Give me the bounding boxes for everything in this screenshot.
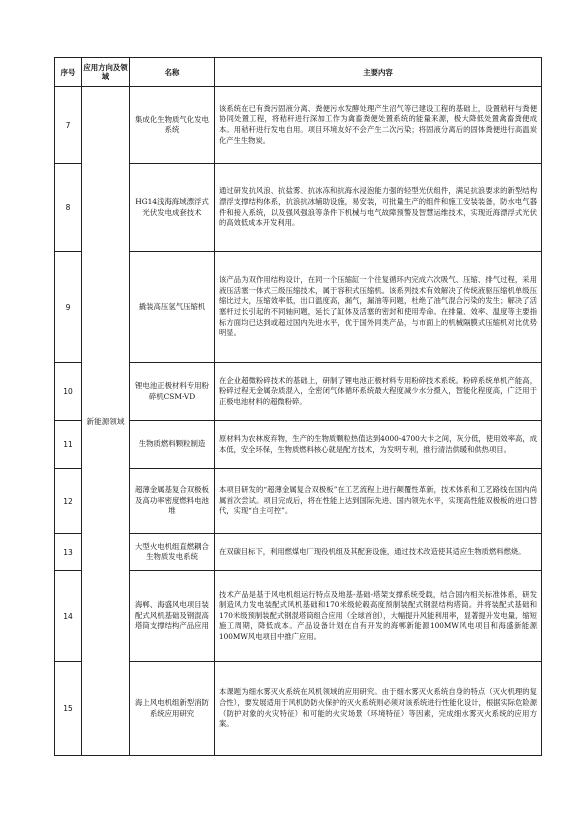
field-cell: 新能源领域	[82, 87, 130, 756]
row-number: 15	[55, 662, 82, 756]
row-name: 海上风电机组新型消防系统应用研究	[130, 662, 215, 756]
row-content: 本课题为细水雾灭火系统在风机领域的应用研究。由于细水雾灭火系统自身的特点（灭火机理的复合性），要发展适用于风机防防火保护的灭火系统则必须对该系统进行性能化设计，根据实际危险源（防护对象的火灾特征）和可能的火灾场景（环境特征）等因素，完成细水雾灭火系统的应用方案。	[215, 662, 542, 756]
row-number: 13	[55, 534, 82, 571]
header-name: 名称	[130, 58, 215, 87]
header-field: 应用方向及领域	[82, 58, 130, 87]
row-content: 在企业超微粉碎技术的基础上，研制了锂电池正极材料专用粉碎技术系统。粉碎系统单机产能高，粉碎过程无金属杂质混入，全密闭气体循环系统最大程度减少水分摄入，智能化程度高，广泛用于正极电池材料的超微粉碎。	[215, 363, 542, 421]
document-page	[54, 57, 541, 756]
row-name: 撬装高压氢气压缩机	[130, 252, 215, 363]
row-name: HG14浅海海域漂浮式光伏发电成套技术	[130, 164, 215, 252]
row-content: 本项目研发的“超薄金属复合双极板”在工艺流程上进行颠覆性革新，技术体系和工艺路线在国内尚属首次尝试。项目完成后，将在性能上达到国际先进、国内领先水平，实现高性能双极板的进口替代，实现“自主可控”。	[215, 469, 542, 534]
technology-table	[54, 57, 542, 756]
row-number: 10	[55, 363, 82, 421]
header-content: 主要内容	[215, 58, 542, 87]
row-number: 7	[55, 87, 82, 164]
table-row	[55, 87, 542, 164]
header-no: 序号	[55, 58, 82, 87]
row-content: 该系统在已有粪污固液分离、粪便污水发酵处理产生沼气等已建设工程的基础上，设置秸秆与粪便协同处置工程，将秸秆进行深加工作为禽畜粪便处置系统的能量来源，极大降低处置禽畜粪便成本。用秸秆进行发电自用。项目环境友好不会产生二次污染；将固液分离后的固体粪便进行高温炭化产生生物炭。	[215, 87, 542, 164]
row-name: 锂电池正极材料专用粉碎机CSM-VD	[130, 363, 215, 421]
row-number: 8	[55, 164, 82, 252]
row-content: 技术产品是基于风电机组运行特点及地基-基础-塔架支撑系统受载，结合国内相关标准体系，研发制造风力发电装配式风机基础和170米级轮毂高度预制装配式钢混结构塔筒。并将装配式基础和170米级预制装配式钢混塔筒组合应用（全球首创），大幅提升风能利用率，显著提升发电量，缩短施工周期，降低成本。产品设备计划在自有开发的海郸新能源100MW风电项目和海盛新能源100MW风电项目中推广应用。	[215, 571, 542, 662]
row-number: 14	[55, 571, 82, 662]
header-row	[55, 58, 542, 87]
row-content: 该产品为双作用结构设计，在同一个压缩缸一个往复循环内完成六次吸气、压缩、排气过程，采用液压活塞一体式三级压缩技术，属于容积式压缩机。该系列技术有效解决了传统液驱压缩机单级压缩比过大，压缩效率低，出口温度高，漏气，漏油等问题，杜绝了油气混合污染的发生；解决了活塞杆过长引起的不同轴问题，延长了缸体及活塞的密封和使用寿命。在排量、效率、温度等主要指标方面均已达到或超过国内先进水平，优于国外同类产品，与市面上的机械隔膜式压缩机对比优势明显。	[215, 252, 542, 363]
row-number: 9	[55, 252, 82, 363]
row-name: 集成化生物质气化发电系统	[130, 87, 215, 164]
row-number: 12	[55, 469, 82, 534]
row-name: 海郸、海盛风电项目装配式风机基础及钢混高塔筒支撑结构产品应用	[130, 571, 215, 662]
row-name: 大型火电机组直燃耦合生物质发电系统	[130, 534, 215, 571]
row-name: 生物质燃料颗粒制造	[130, 421, 215, 469]
row-content: 在双碳目标下，利用燃煤电厂现役机组及其配套设施，通过技术改造使其适应生物质燃料燃烧。	[215, 534, 542, 571]
row-name: 超薄金属基复合双极板及高功率密度燃料电池堆	[130, 469, 215, 534]
row-number: 11	[55, 421, 82, 469]
row-content: 原材料为农林废弃物，生产的生物质颗粒热值达到4000-4700大卡之间，灰分低，使用效率高，成本低，安全环保，生物质燃料核心就是配方技术，为发明专利，推行清洁供暖和供热项目。	[215, 421, 542, 469]
row-content: 通过研发抗风浪、抗盐雾、抗冰冻和抗海水浸泡能力强的轻型光伏组件，满足抗浪要求的新型结构漂浮支撑结构体系，抗浪抗冰辅助设施，易安装，可批量生产的组件和施工安装装备，防水电气器件和接入系统，以及强风强浪等条件下机械与电气故障预警及智慧运维技术，实现近海漂浮式光伏的高效低成本开发利用。	[215, 164, 542, 252]
